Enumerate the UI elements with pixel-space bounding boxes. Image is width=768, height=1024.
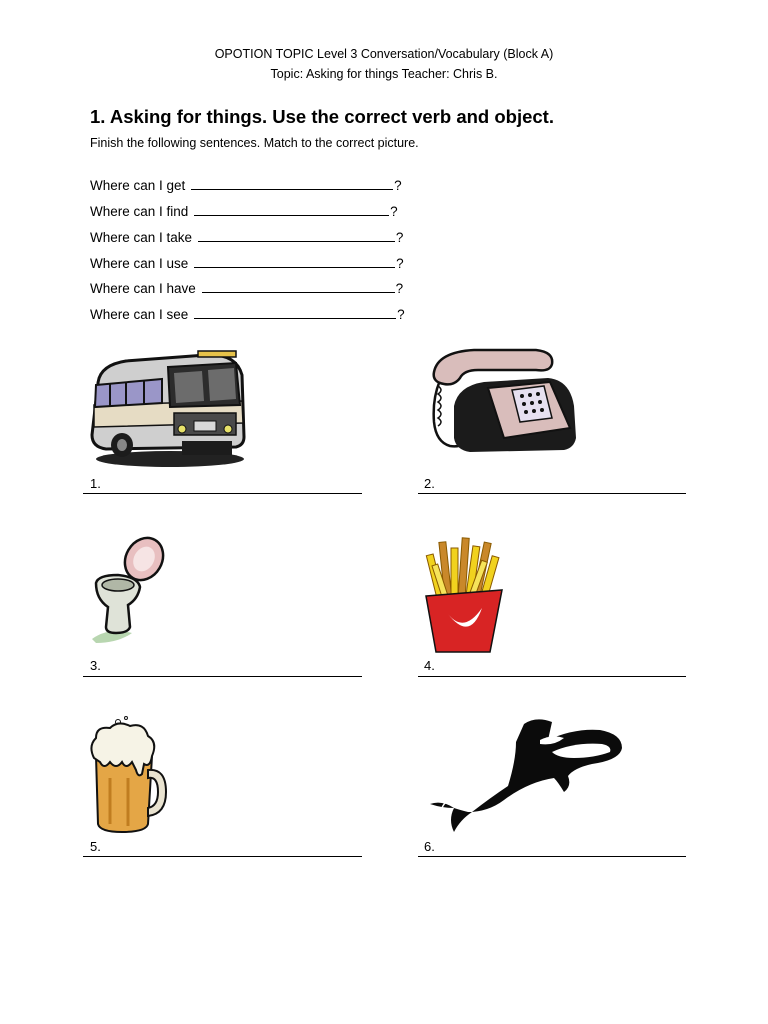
item-number-5: 5. bbox=[90, 839, 101, 854]
instructions: Finish the following sentences. Match to the correct picture. bbox=[90, 136, 419, 150]
header-line-2: Topic: Asking for things Teacher: Chris B. bbox=[270, 67, 498, 81]
question-1: Where can I get ? bbox=[90, 178, 402, 193]
beer-mug-icon bbox=[88, 712, 168, 836]
telephone-icon bbox=[424, 346, 580, 456]
item-number-6: 6. bbox=[424, 839, 435, 854]
answer-blank-6[interactable] bbox=[194, 305, 396, 319]
question-6: Where can I see ? bbox=[90, 307, 405, 322]
answer-blank-3[interactable] bbox=[198, 228, 395, 242]
item-number-3: 3. bbox=[90, 658, 101, 673]
answer-blank-1[interactable] bbox=[191, 176, 393, 190]
question-5: Where can I have ? bbox=[90, 281, 404, 296]
question-3: Where can I take ? bbox=[90, 230, 404, 245]
bus-icon bbox=[86, 345, 248, 473]
orca-whale-icon bbox=[424, 716, 626, 836]
item-answer-line-5[interactable] bbox=[83, 856, 362, 857]
answer-blank-2[interactable] bbox=[194, 202, 389, 216]
item-number-4: 4. bbox=[424, 658, 435, 673]
question-2: Where can I find ? bbox=[90, 204, 398, 219]
header-line-1: OPOTION TOPIC Level 3 Conversation/Vocabulary (Block A) bbox=[214, 47, 554, 61]
toilet-icon bbox=[88, 535, 168, 647]
item-answer-line-4[interactable] bbox=[418, 676, 686, 677]
answer-blank-4[interactable] bbox=[194, 254, 395, 268]
item-answer-line-3[interactable] bbox=[83, 676, 362, 677]
item-answer-line-2[interactable] bbox=[418, 493, 686, 494]
question-4: Where can I use ? bbox=[90, 256, 404, 271]
item-answer-line-6[interactable] bbox=[418, 856, 686, 857]
item-number-2: 2. bbox=[424, 476, 435, 491]
answer-blank-5[interactable] bbox=[202, 279, 395, 293]
french-fries-icon bbox=[424, 534, 504, 656]
item-number-1: 1. bbox=[90, 476, 101, 491]
section-title: 1. Asking for things. Use the correct verb and object. bbox=[90, 106, 554, 127]
item-answer-line-1[interactable] bbox=[83, 493, 362, 494]
